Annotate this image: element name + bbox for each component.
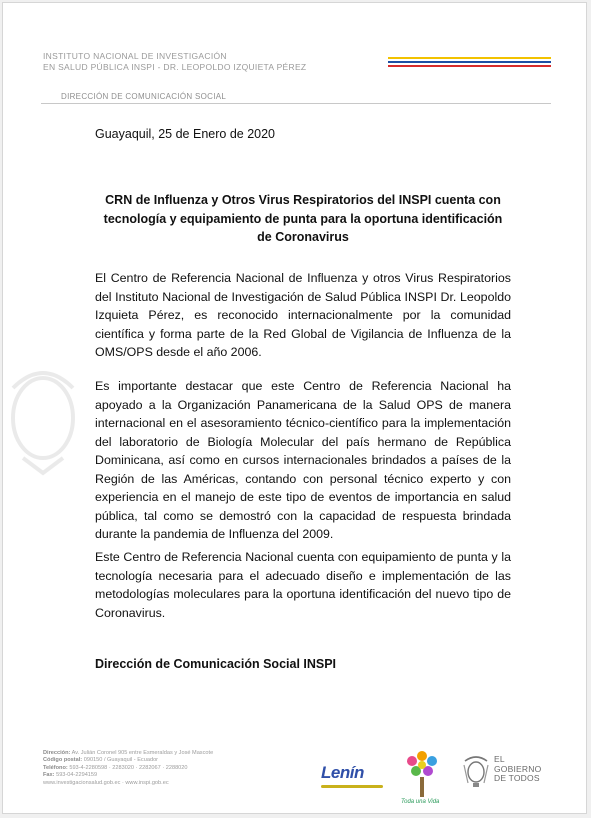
footer-postal: Código postal: 090150 / Guayaquil - Ecuador [43, 757, 159, 764]
document-page [2, 2, 587, 814]
signature: Dirección de Comunicación Social INSPI [95, 657, 337, 671]
paragraph-2: Es importante destacar que este Centro de Referencia Nacional ha apoyado a la Organización Panamericana de la Salud OPS de manera internacional en el asesoramiento técnico-científico para la implementación del laboratorio de Biología Molecular del país hermano de República Dominicana, así como en cursos internacionales brindados a países de la Región de las Américas, contando con personal técnico experto y con experiencia en el manejo de este tipo de eventos de importancia en salud pública, tal como se demostró con la capacidad de respuesta brindada durante la pandemia de Influenza del 2009. [95, 379, 511, 541]
lenin-logo-underline [321, 785, 383, 788]
footer-address: Dirección: Av. Julián Coronel 905 entre Esmeraldas y José Mascote [43, 750, 214, 756]
paragraph-1: El Centro de Referencia Nacional de Influenza y otros Virus Respiratorios del Instituto Nacional de Investigación de Salud Pública INSPI Dr. Leopoldo Izquieta Pérez, es reconocido internacionalmente por la comunidad científica y forma parte de la Red Global de Vigilancia de Influenza de la OMS/OPS desde el año 2006. [95, 271, 511, 359]
footer-fax: Fax: 593-04-2294159 [43, 772, 98, 779]
document-date: Guayaquil, 25 de Enero de 2020 [95, 127, 275, 141]
tree-logo-icon [398, 747, 446, 803]
stripe-blue [388, 61, 551, 63]
institute-name [43, 51, 306, 73]
document-title: CRN de Influenza y Otros Virus Respiratorios del INSPI cuenta con tecnología y equipamiento de punta para la oportuna identificación de Coronavirus [103, 193, 503, 244]
paragraph-3: Este Centro de Referencia Nacional cuenta con equipamiento de punta y la tecnología necesaria para el adecuado diseño e implementación de las metodologías moleculares para la oportuna identificación del nuevo tipo de Coronavirus. [95, 550, 511, 620]
header-divider [41, 103, 551, 104]
footer-contact [43, 750, 213, 787]
stripe-red [388, 65, 551, 67]
footer-phone: Teléfono: 593-4-2280598 · 2283020 · 2282067 · 2288020 [43, 764, 188, 771]
gov-line-1: EL [494, 754, 505, 764]
institute-line-1: INSTITUTO NACIONAL DE INVESTIGACIÓN [43, 51, 227, 61]
gov-line-2: GOBIERNO [494, 763, 542, 774]
footer-web: www.investigacionsalud.gob.ec · www.inspi.gob.ec [43, 779, 169, 786]
government-logo [494, 755, 541, 784]
department-name: DIRECCIÓN DE COMUNICACIÓN SOCIAL [61, 92, 227, 101]
stripe-yellow [388, 57, 551, 59]
ecuador-seal-icon [462, 755, 490, 789]
flag-stripes [388, 57, 551, 69]
tree-logo-text: Toda una Vida [401, 799, 440, 805]
lenin-logo: Lenín [321, 763, 364, 782]
coat-of-arms-watermark-icon [3, 358, 83, 478]
gov-line-3: DE TODOS [494, 773, 540, 783]
institute-line-2: EN SALUD PÚBLICA INSPI - DR. LEOPOLDO IZQUIETA PÉREZ [43, 62, 307, 72]
